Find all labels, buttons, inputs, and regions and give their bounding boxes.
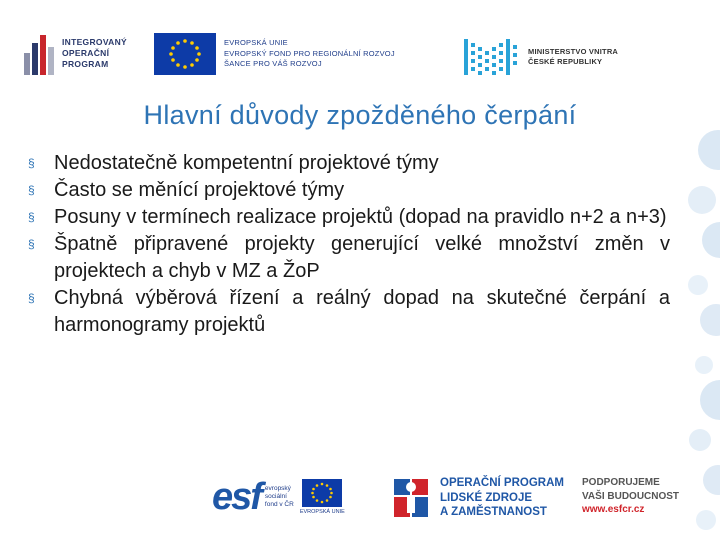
esf-line-2: sociální (264, 493, 287, 500)
bullet-marker-icon: § (28, 183, 35, 197)
ministry-dots-icon (462, 35, 522, 79)
ministry-line-1: MINISTERSTVO VNITRA (528, 47, 619, 56)
oplz-line-3: A ZAMĚSTNANOST (440, 506, 547, 519)
eu-erdf-logo (154, 32, 404, 76)
esf-line-3: fond v ČR (264, 501, 294, 508)
bullet-text: Chybná výběrová řízení a reálný dopad na skutečné čerpání a harmonogramy projektů (54, 287, 670, 336)
bullet-item (26, 231, 670, 285)
oplz-figure-icon (392, 475, 432, 521)
esf-website-link[interactable]: www.esfcr.cz (582, 504, 645, 515)
esf-flag-label: EVROPSKÁ UNIE (299, 509, 345, 515)
bullet-marker-icon: § (28, 291, 35, 305)
bullet-text: Špatně připravené projekty generující velké množství změn v projektech a chyb v MZ a ŽoP (54, 233, 670, 282)
oplz-line-1: OPERAČNÍ PROGRAM (440, 477, 564, 490)
oplz-logo (392, 474, 572, 522)
bullet-text: Často se měnící projektové týmy (54, 179, 345, 201)
iop-line-3: PROGRAM (62, 58, 109, 69)
esf-logo (212, 472, 380, 522)
podpora-block (582, 476, 712, 522)
bullet-marker-icon: § (28, 156, 35, 170)
bullet-item (26, 285, 670, 339)
podpora-line-2: VAŠI BUDOUCNOST (582, 490, 680, 502)
eu-flag-icon (302, 479, 342, 507)
eu-line-1: EVROPSKÁ UNIE (224, 38, 288, 48)
iop-line-2: OPERAČNÍ (62, 47, 110, 58)
bullet-item (26, 204, 670, 231)
podpora-line-1: PODPORUJEME (582, 477, 660, 488)
ministry-logo (462, 34, 632, 80)
bullet-item (26, 150, 670, 177)
bullet-list (26, 150, 670, 339)
eu-flag-icon (154, 33, 216, 75)
iop-bars-icon (24, 31, 56, 75)
bullet-marker-icon: § (28, 237, 35, 251)
bullet-text: Posuny v termínech realizace projektů (dopad na pravidlo n+2 a n+3) (54, 206, 667, 228)
bullet-item (26, 177, 670, 204)
bullet-text: Nedostatečně kompetentní projektové týmy (54, 152, 439, 174)
esf-wordmark: esf (212, 476, 261, 518)
eu-line-2: EVROPSKÝ FOND PRO REGIONÁLNÍ ROZVOJ (224, 48, 395, 58)
bullet-marker-icon: § (28, 210, 35, 224)
iop-logo (24, 30, 144, 76)
eu-line-3: ŠANCE PRO VÁŠ ROZVOJ (224, 59, 322, 69)
slide-title: Hlavní důvody zpožděného čerpání (143, 100, 577, 130)
ministry-line-2: ČESKÉ REPUBLIKY (528, 57, 603, 66)
oplz-line-2: LIDSKÉ ZDROJE (440, 491, 533, 504)
iop-line-1: INTEGROVANÝ (62, 36, 128, 47)
esf-line-1: evropský (264, 485, 291, 492)
